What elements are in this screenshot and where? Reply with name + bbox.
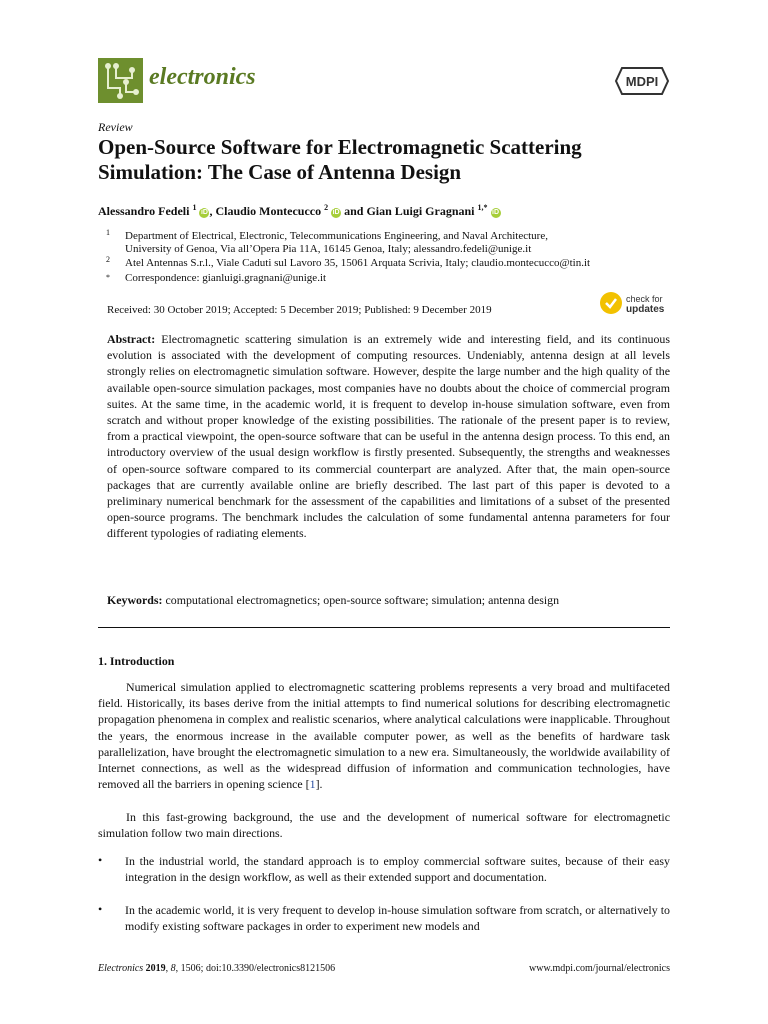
affiliation-line: Correspondence: gianluigi.gragnani@unige.it <box>125 272 327 284</box>
affiliation-number: 2 <box>106 255 110 264</box>
author-name[interactable]: Gian Luigi Gragnani <box>366 204 475 218</box>
journal-logo-icon <box>98 58 143 103</box>
list-item-text: In the academic world, it is very frequent to develop in-house simulation software from scratch, or alternatively to modify existing software packages in order to experiment new models and <box>125 903 670 934</box>
orcid-icon[interactable]: iD <box>200 209 208 216</box>
author-separator: , <box>209 204 216 218</box>
bullet-glyph: • <box>98 902 103 916</box>
footer-volume: 8 <box>170 963 176 974</box>
affiliation-number: 1 <box>106 228 110 237</box>
abstract-text: Electromagnetic scattering simulation is an extremely wide and interesting field, and its continuous evolution is associated with the development of computing resources. Undeniably, antenna design at all levels strongly relies on electromagnetic simulation software. However, despite the large number and the high quality of the available open-source simulation packages, most companies have no doubts about the choice of commercial program suites. At the same time, in the academic world, it is frequent to develop in-house simulation software, even from scratch and without proper knowledge of the existing possibilities. The rationale of the present paper is to review, from a practical viewpoint, the open-source software that can be useful in the antenna design process. To this end, an introductory overview of the usual design workflow is firstly presented. Subsequently, the strengths and weaknesses of open-source software compared to its commercial counterpart are analyzed. After that, the main open-source packages that are currently available online are briefly described. The last part of this paper is devoted to a preliminary numerical benchmark for the assessment of the capabilities and limitations of a subset of the presented open-source programs. The benchmark includes the calculation of some fundamental antenna parameters for four different typologies of radiating elements. <box>107 332 670 541</box>
check-updates-line2: updates <box>626 304 665 315</box>
keywords-text: computational electromagnetics; open-source software; simulation; antenna design <box>165 593 560 607</box>
mdpi-logo-text: MDPI <box>625 74 659 89</box>
bullet-glyph: • <box>98 853 103 867</box>
citation-link[interactable]: 1 <box>309 777 316 792</box>
author-separator: and <box>341 204 367 218</box>
journal-name: electronics <box>149 64 256 90</box>
affiliation-number: * <box>106 273 110 282</box>
footer-url[interactable]: www.mdpi.com/journal/electronics <box>529 963 670 974</box>
footer-year: 2019 <box>145 963 166 974</box>
paragraph-text: In this fast-growing background, the use and the development of numerical software for electromagnetic simulation follow two main directions. <box>98 810 670 841</box>
abstract-label: Abstract: <box>107 332 156 346</box>
author-affil-ref: 1 <box>192 203 197 212</box>
paragraph-text: ]. <box>315 777 323 792</box>
paragraph-text: Numerical simulation applied to electromagnetic scattering problems represents a very broad and multifaceted field. Historically, its bases derive from the initial attempts to find numerical solutions for describing electromagnetic propagation phenomena in complex and realistic scenarios, where analytical calculations were inapplicable. Throughout the years, the enormous increase in the available computer power, as well as the benefits of hardware task parallelization, have brought the electromagnetic simulation to a new era. Simultaneously, the worldwide availability of Internet connections, as well as the widespread diffusion of information and communication technologies, have removed all the barriers in opening science [ <box>98 680 670 792</box>
author-affil-ref: 2 <box>324 203 329 212</box>
publication-dates: Received: 30 October 2019; Accepted: 5 December 2019; Published: 9 December 2019 <box>107 304 492 316</box>
section-divider <box>98 627 670 628</box>
abstract <box>107 331 670 542</box>
author-list <box>98 203 501 219</box>
affiliation-line: Department of Electrical, Electronic, Telecommunications Engineering, and Naval Architecture, <box>125 230 548 242</box>
affiliation-line: University of Genoa, Via all’Opera Pia 11A, 16145 Genoa, Italy; alessandro.fedeli@unige.it <box>125 243 532 255</box>
intro-paragraph-1 <box>98 679 670 792</box>
check-for-updates-button[interactable] <box>600 292 672 316</box>
section-heading: 1. Introduction <box>98 654 175 668</box>
author-affil-ref: 1,* <box>477 203 488 212</box>
check-updates-icon <box>600 292 622 314</box>
author-name[interactable]: Alessandro Fedeli <box>98 204 190 218</box>
footer-doi: , 1506; doi:10.3390/electronics8121506 <box>175 963 336 974</box>
orcid-icon[interactable]: iD <box>332 209 340 216</box>
mdpi-logo-icon <box>614 66 670 96</box>
check-updates-line1: check for <box>626 294 663 304</box>
article-title: Open-Source Software for Electromagnetic Scattering Simulation: The Case of Antenna Design <box>98 135 582 184</box>
article-type: Review <box>98 120 133 134</box>
intro-paragraph-2 <box>98 809 670 841</box>
list-item-text: In the industrial world, the standard approach is to employ commercial software suites, because of their easy integration in the design workflow, as well as their extended support and documentation. <box>125 854 670 885</box>
footer-citation: Electronics 2019, 8, 1506; doi:10.3390/electronics8121506 <box>98 963 336 974</box>
keywords-label: Keywords: <box>107 593 163 607</box>
affiliation-line: Atel Antennas S.r.l., Viale Caduti sul Lavoro 35, 15061 Arquata Scrivia, Italy; claudio.montecucco@tin.it <box>125 257 591 269</box>
keywords <box>107 592 670 608</box>
footer-journal: Electronics <box>98 963 144 974</box>
author-name[interactable]: Claudio Montecucco <box>215 204 322 218</box>
orcid-icon[interactable]: iD <box>492 209 499 216</box>
